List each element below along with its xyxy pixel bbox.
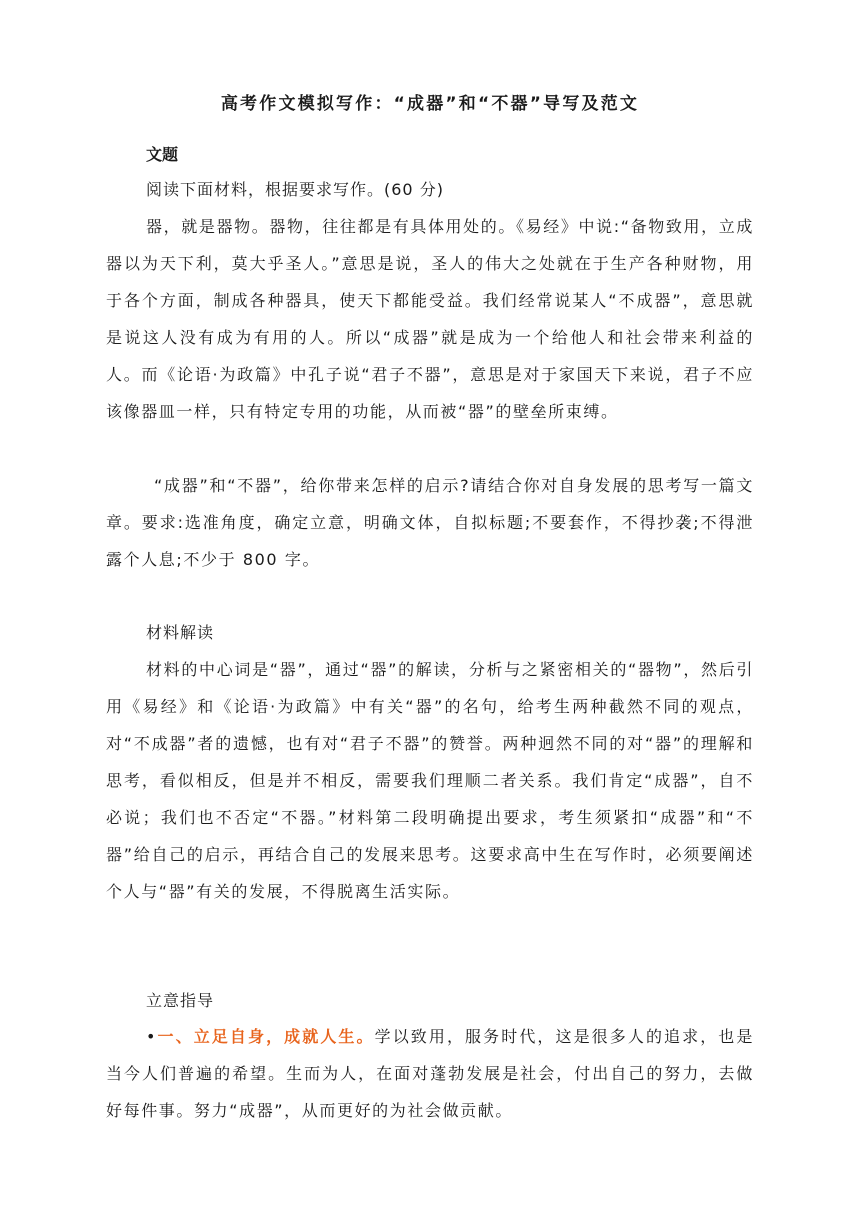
page-title: 高考作文模拟写作：“成器”和“不器”导写及范文 (220, 94, 640, 114)
prompt-heading: 文题 (146, 145, 179, 164)
idea-heading: 立意指导 (146, 991, 215, 1010)
prompt-paragraph-2: “成器”和“不器”，给你带来怎样的启示?请结合你对自身发展的思考写一篇文章。要求:选准角度，确定立意，明确文体，自拟标题;不要套作，不得抄袭;不得泄露个人息;不少于 800 字。 (106, 476, 754, 569)
idea-point-1-title: 一、立足自身，成就人生。 (157, 1027, 375, 1046)
reading-paragraph: 材料的中心词是“器”，通过“器”的解读，分析与之紧密相关的“器物”，然后引用《易经》和《论语·为政篇》中有关“器”的名句，给考生两种截然不同的观点，对“不成器”者的遗憾，也有对“君子不器”的赞誉。两种迥然不同的对“器”的理解和思考，看似相反，但是并不相反，需要我们理顺二者关系。我们肯定“成器”，自不必说；我们也不否定“不器。”材料第二段明确提出要求，考生须紧扣“成器”和“不器”给自己的启示，再结合自己的发展来思考。这要求高中生在写作时，必须要阐述个人与“器”有关的发展，不得脱离生活实际。 (106, 660, 754, 901)
prompt-instruction: 阅读下面材料，根据要求写作。(60 分) (146, 180, 444, 199)
prompt-paragraph-1: 器，就是器物。器物，往往都是有具体用处的。《易经》中说:“备物致用，立成器以为天下利，莫大乎圣人。”意思是说，圣人的伟大之处就在于生产各种财物，用于各个方面，制成各种器具，使天下都能受益。我们经常说某人“不成器”，意思就是说这人没有成为有用的人。所以“成器”就是成为一个给他人和社会带来利益的人。而《论语·为政篇》中孔子说“君子不器”，意思是对于家国天下来说，君子不应该像器皿一样，只有特定专用的功能，从而被“器”的壁垒所束缚。 (106, 217, 754, 421)
idea-point-1-text: 学以致用，服务时代，这是很多人的追求，也是当今人们普遍的希望。生而为人，在面对蓬勃发展是社会，付出自己的努力，去做好每件事。努力“成器”，从而更好的为社会做贡献。 (106, 1027, 754, 1120)
reading-heading: 材料解读 (146, 623, 215, 642)
idea-point-1 (106, 1018, 754, 1129)
bullet-icon: • (146, 1027, 158, 1046)
